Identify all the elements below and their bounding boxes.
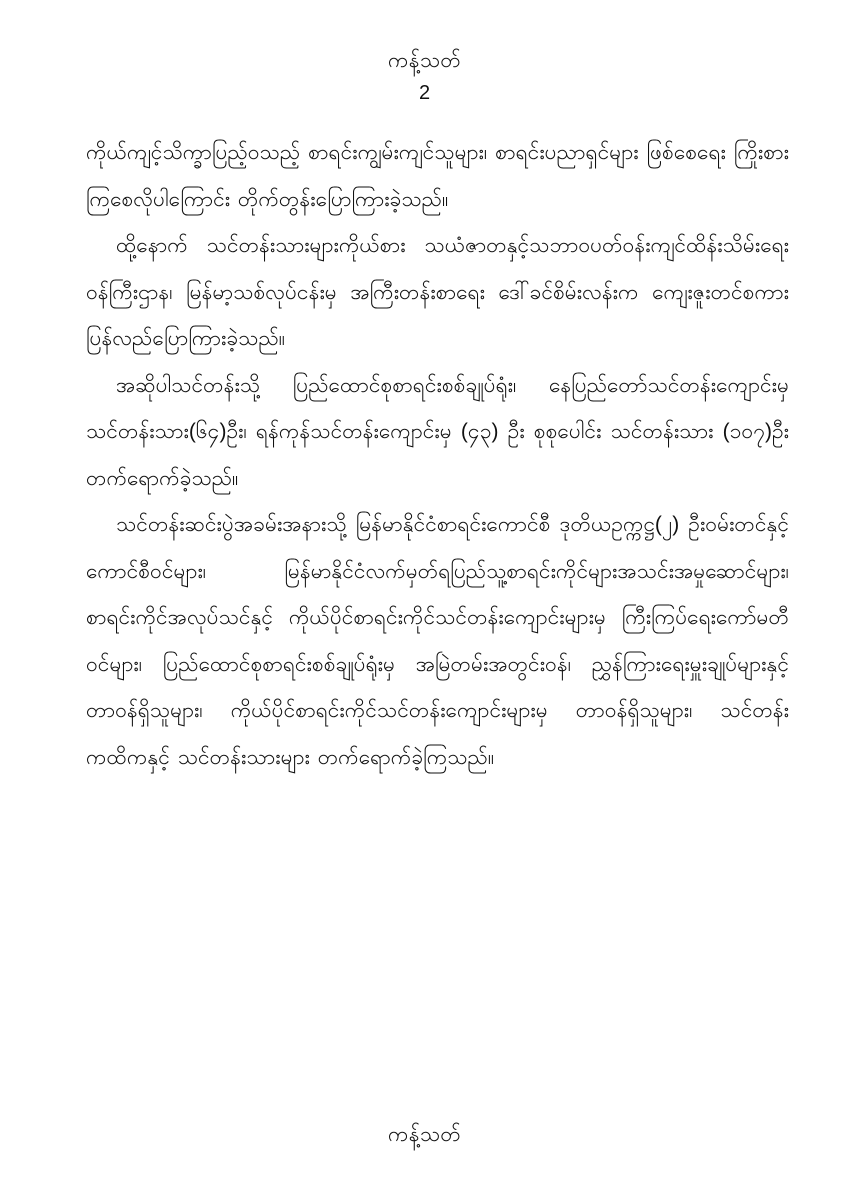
page-footer bbox=[0, 1121, 849, 1152]
footer-classification-label: ကန့်သတ် bbox=[388, 1123, 461, 1146]
page-number: 2 bbox=[418, 82, 431, 104]
document-body bbox=[86, 130, 789, 781]
header-classification-label: ကန့်သတ် bbox=[388, 49, 461, 72]
paragraph-3: အဆိုပါသင်တန်းသို့ ပြည်ထောင်စုစာရင်းစစ်ချုပ်ရုံး၊ နေပြည်တော်သင်တန်းကျောင်းမှ သင်တန်းသား(၆၄)ဦး၊ ရန်ကုန်သင်တန်းကျောင်းမှ (၄၃) ဦး စုစုပေါင်း သင်တန်းသား (၁၀၇)ဦး တက်ရောက်ခဲ့သည်။ bbox=[86, 373, 789, 490]
paragraph-1: ကိုယ်ကျင့်သိက္ခာပြည့်ဝသည့် စာရင်းကျွမ်းကျင်သူများ၊ စာရင်းပညာရှင်များ ဖြစ်စေရေး ကြိုးစားကြစေလိုပါကြောင်း တိုက်တွန်းပြောကြားခဲ့သည်။ bbox=[86, 141, 789, 211]
paragraph-2: ထို့နောက် သင်တန်းသားများကိုယ်စား သယံဇာတနှင့်သဘာဝပတ်ဝန်းကျင်ထိန်းသိမ်းရေးဝန်ကြီးဌာန၊ မြန်မာ့သစ်လုပ်ငန်းမှ အကြီးတန်းစာရေး ဒေါ်ခင်စိမ်းလန်းက ကျေးဇူးတင်စကား ပြန်လည်ပြောကြားခဲ့သည်။ bbox=[86, 234, 789, 350]
page-header bbox=[0, 0, 849, 106]
paragraph-4: သင်တန်းဆင်းပွဲအခမ်းအနားသို့ မြန်မာနိုင်ငံစာရင်းကောင်စီ ဒုတိယဥက္ကဋ္ဌ(၂) ဦးဝမ်းတင်နှင့် ကောင်စီဝင်များ၊ မြန်မာနိုင်ငံလက်မှတ်ရပြည်သူ့စာရင်းကိုင်များအသင်းအမှုဆောင်များ၊ စာရင်းကိုင်အလုပ်သင်နှင့် ကိုယ်ပိုင်စာရင်းကိုင်သင်တန်းကျောင်းများမှ ကြီးကြပ်ရေးကော်မတီဝင်များ၊ ပြည်ထောင်စုစာရင်းစစ်ချုပ်ရုံးမှ အမြဲတမ်းအတွင်းဝန်၊ ညွှန်ကြားရေးမှူးချုပ်များနှင့်တာဝန်ရှိသူများ၊ ကိုယ်ပိုင်စာရင်းကိုင်သင်တန်းကျောင်းများမှ တာဝန်ရှိသူများ၊ သင်တန်းကထိကနှင့် သင်တန်းသားများ တက်ရောက်ခဲ့ကြသည်။ bbox=[86, 513, 789, 769]
